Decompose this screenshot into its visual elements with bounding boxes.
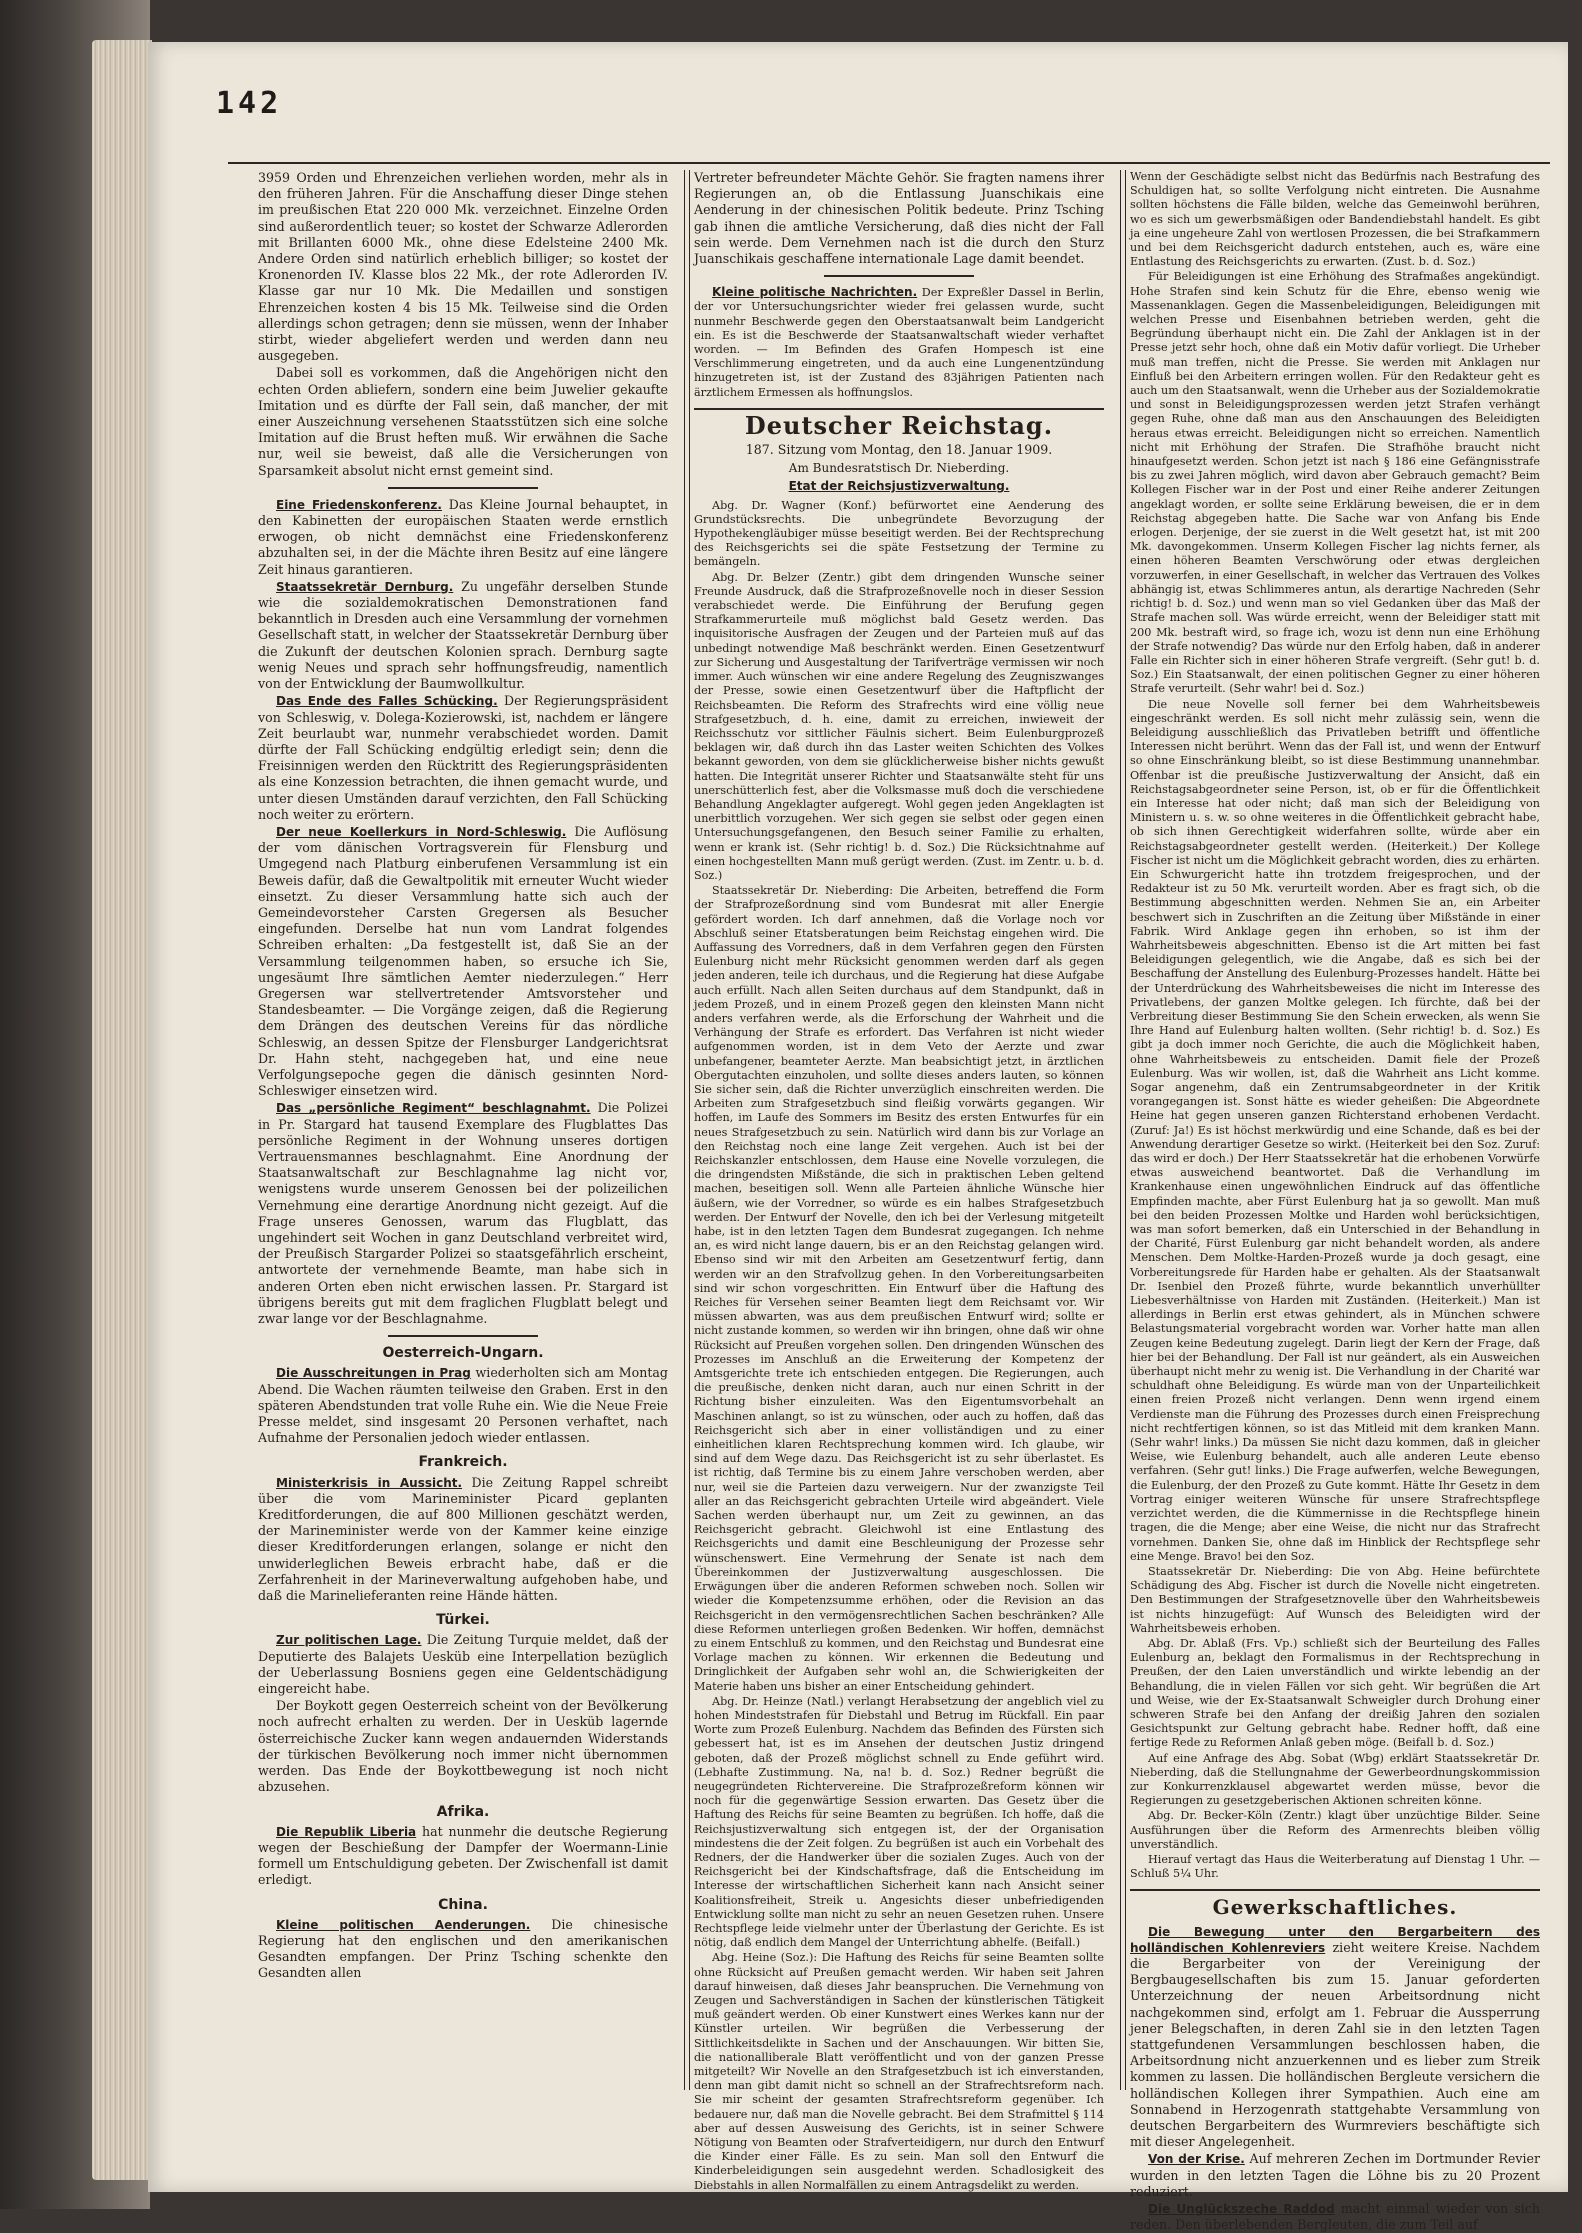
speech-paragraph: Abg. Dr. Wagner (Konf.) befürwortet eine Aenderung des Grundstücksrechts. Die unbegründete Bevorzugung der Hypothekengläubiger müsse beseitigt werden. Bei der Rechtsprechung des Reichsgerichts sei die späte Festsetzung der Termine zu bemängeln. [694, 498, 1104, 569]
section-heading: Afrika. [436, 1803, 490, 1820]
article-text: Der Expreßler Dassel in Berlin, der vor Untersuchungsrichter wieder frei gelassen wurde, sucht nunmehr Beschwerde gegen den Oberstaatsanwalt beim Landgericht ein. Es ist die Beschwerde der Staatsanwaltschaft wieder verhaftet worden. — Im Befinden des Grafen Hompesch ist eine Verschlimmerung eingetreten, und da auch eine Lungenentzündung hinzugetreten ist, ist der Zustand des 83jährigen Patienten nach ärztlichem Ermessen als hoffnungslos. [694, 286, 1104, 399]
column-divider [684, 170, 690, 2090]
article-text: zieht weitere Kreise. Nachdem die Bergarbeiter von der Vereinigung der Bergbaugesellschaften bis zum 15. Januar geforderten Unterzeichnung der neuen Arbeitsordnung nicht nachgekommen sind, erfolgt am 1. Februar die Aussperrung jener Belegschaften, in deren Zahl sie in den letzten Tagen stattgefundenen Versammlungen beschlossen haben, die Arbeitsordnung nicht anzuerkennen und es lieber zum Streik kommen zu lassen. Die holländischen Bergleute versichern die holländischen Kollegen ihrer Sympathien. Auch eine am Sonnabend in Herzogenrath stattgehabte Versammlung von deutschen Bergarbeitern des Wurmreviers beschäftigte sich mit dieser Angelegenheit. [1130, 1939, 1540, 2150]
section-rule [694, 408, 1104, 410]
article-text: Auf mehreren Zechen im Dortmunder Revier wurden in den letzten Tagen die Löhne bis zu 20 Prozent reduziert. [1130, 2151, 1541, 2199]
article-text: Die chinesische Regierung hat den englischen und den amerikanischen Gesandten empfangen. Der Prinz Tsching schenkte den Gesandten allen [258, 1916, 668, 1981]
page-number: 142 [216, 86, 283, 121]
article-heading: Ministerkrisis in Aussicht. [276, 1475, 463, 1490]
article-text: Die Zeitung Turquie meldet, daß der Deputierte des Balajets Uesküb eine Interpellation bezüglich der Ueberlassung Bosniens gegen eine Geldentschädigung eingereicht habe. [258, 1632, 668, 1697]
section-rule [388, 1335, 538, 1337]
article-text: Das Kleine Journal behauptet, in den Kabinetten der europäischen Staaten werde ernstlich erwogen, ob nicht demnächst eine Friedenskonferenz abzuhalten sei, in der die Mächte ihren Besitz auf eine längere Zeit hinaus garantieren. [258, 496, 668, 577]
article-heading: Kleine politische Nachrichten. [712, 285, 918, 300]
speech-paragraph: Staatssekretär Dr. Nieberding: Die von Abg. Heine befürchtete Schädigung des Abg. Fischer ist durch die Novelle nicht eingetreten. Den Bestimmungen der Strafgesetznovelle über den Wahrheitsbeweis ist nichts hinzugefügt: Auf Wunsch des Beleidigten wird der Wahrheitsbeweis erhoben. [1130, 1564, 1540, 1635]
article-text: Die Zeitung Rappel schreibt über die vom Marineminister Picard geplanten Kreditforderungen, die auf 800 Millionen geschätzt werden, der Marineminister werde von der Kammer keine einzige dieser Kreditforderungen erlangen, solange er nicht den unwiderleglichen Beweis erbracht habe, daß er die Zerfahrenheit in der Marineverwaltung aufgehoben habe, und daß die Marinelieferanten reine Hände hätten. [258, 1474, 668, 1604]
paragraph: Vertreter befreundeter Mächte Gehör. Sie fragten namens ihrer Regierungen an, ob die Entlassung Juanschikais eine Aenderung in der chinesischen Politik bedeute. Prinz Tsching gab ihnen die amtliche Versicherung, daß dies nicht der Fall sein werde. Dem Vernehmen nach ist die durch den Sturz Juanschikais geschaffene internationale Lage damit beendet. [694, 170, 1104, 267]
column-2 [694, 170, 1104, 2192]
column-3 [1130, 170, 1541, 2233]
speech-paragraph: Auf eine Anfrage des Abg. Sobat (Wbg) erklärt Staatssekretär Dr. Nieberding, daß die Stellungnahme der Gewerbeordnungskommission zur Konkurrenzklausel abgewartet werden müsse, bevor die Regierungen zu gesetzgeberischen Aktionen schreiten könne. [1130, 1751, 1540, 1808]
section-rule [824, 275, 974, 277]
article-heading: Zur politischen Lage. [276, 1633, 422, 1648]
section-heading: Türkei. [436, 1612, 490, 1629]
article-heading: Das „persönliche Regiment“ beschlagnahmt. [276, 1101, 591, 1116]
speech-paragraph: Staatssekretär Dr. Nieberding: Die Arbeiten, betreffend die Form der Strafprozeßordnung sind vom Bundesrat mit aller Energie gefördert worden. Ich darf annehmen, daß die Vorlage noch vor Abschluß seiner Etatsberatungen beim Reichstag eingehen wird. Die Auffassung des Vorredners, daß in dem Verfahren gegen den Fürsten Eulenburg nicht mehr Rücksicht genommen werden darf als gegen jeden anderen, teile ich durchaus, und die Regierung hat diese Aufgabe auch erfüllt. Nach allen Seiten durchaus auf dem Standpunkt, daß in jedem Prozeß, und in einem Prozeß gegen den kleinsten Mann nicht anders verfahren werde, als die Erforschung der Wahrheit und die Verhängung der Strafe es erfordert. Das Verfahren ist nicht wieder aufgenommen worden, ist in dem Veto der Aerzte und zwar unbefangener, beamteter Aerzte. Man beabsichtigt jetzt, in ärztlichen Obergutachten einzuholen, und sollte dieses anders lauten, so können Sie sicher sein, daß die Richter unverzüglich einschreiten werden. Die Arbeiten zum Strafgesetzbuch sind fleißig vorwärts gegangen. Wir hoffen, im Laufe des Sommers im Besitz des ersten Entwurfes für ein neues Strafgesetzbuch zu sein. Natürlich wird dann bis zur Vorlage an den Reichstag noch eine lange Zeit vergehen. Auch ist bei der Reichskanzler entschlossen, dem Hause eine Novelle vorzulegen, die die dringendsten Mißstände, die sich in praktischen Leben geltend machen, beseitigen soll. Wenn alle Parteien ähnliche Wünsche hier äußern, wie der Vorredner, so würde es ein halbes Strafgesetzbuch werden. Der Entwurf der Novelle, den ich bei der Verlesung mitgeteilt habe, ist in den letzten Tagen dem Bundesrat zugegangen. Ich nehme an, es wird nicht lange dauern, bis er an den Reichstag gelangen wird. Ebenso sind wir mit den Arbeiten am Gesetzentwurf fertig, dann werden wir an den Strafvollzug gehen. In den Vorbereitungsarbeiten sind wir schon vorgeschritten. Ein Entwurf über die Haftung des Reiches für Versehen seiner Beamten liegt dem Reichsamt vor. Wir müssen abwarten, was aus dem preußischen Entwurf wird; sollte er nicht zustande kommen, so werden wir ihn bringen, ohne daß wir ohne Rücksicht auf Preußen vorgehen sollen. Den dringenden Wünschen des Prozesses im Anschluß an die Erweiterung der Kompetenz der Amtsgerichte trete ich entschieden entgegen. Die Regierungen, auch die preußische, denken nicht daran, auch nur einen Schritt in der Richtung bisher einzuleiten. Was den Eigentumsvorbehalt an Maschinen anlangt, so ist zu wünschen, oder auch zu hoffen, daß das Reichsgericht sich aber in einer volliständigen und zu einer einheitlichen klaren Rechtsprechung kommen wird. Ich glaube, wir sind auf dem Wege dazu. Das Reichsgericht ist zu sehr überlastet. Es ist richtig, daß Termine bis zu einem Jahre verschoben werden, aber nur, weil sie die Parteien dazu verweigern. Nur der zwanzigste Teil aller an das Reichsgericht gebrachten Urteile wird abgeändert. Viele Sachen werden überhaupt nur, um Zeit zu gewinnen, an das Reichsgericht gebracht. Gleichwohl ist eine Entlastung des Reichsgerichts und damit eine Beschleunigung der Prozesse sehr wünschenswert. Eine Vermehrung der Senate ist nach dem Übereinkommen der Justizverwaltung ausgeschlossen. Die Erwägungen über die anderen Reformen schweben noch. Sollen wir wieder die Kompetenzsumme erhöhen, oder die Revision an das Reichsgericht in den vermögensrechtlichen Sachen beschränken? Alle diese Reformen unterliegen großen Bedenken. Wir hoffen, demnächst zu einem Entschluß zu kommen, und den Reichstag und Bundesrat eine Vorlage machen zu können. Wir erkennen die Bedeutung und Dringlichkeit der Aufgaben sehr wohl an, die Schwierigkeiten der Materie haben uns bisher an einer Entscheidung gehindert. [694, 884, 1104, 1693]
article-heading: Der neue Koellerkurs in Nord-Schleswig. [276, 824, 567, 839]
section-heading: China. [438, 1896, 488, 1913]
article-heading: Die Ausschreitungen in Prag [276, 1366, 471, 1381]
article-text: wiederholten sich am Montag Abend. Die Wachen räumten teilweise den Graben. Erst in den späteren Abendstunden trat volle Ruhe ein. Wie die Neue Freie Presse meldet, sind insgesamt 20 Personen verhaftet, nach Aufnahme der Personalien jedoch wieder entlassen. [258, 1365, 668, 1446]
masthead-reichstag: Deutscher Reichstag. [744, 410, 1054, 440]
article-heading: Die Republik Liberia [276, 1824, 417, 1839]
newspaper-page [148, 42, 1568, 2233]
speech-paragraph: Abg. Heine (Soz.): Die Haftung des Reichs für seine Beamten sollte ohne Rücksicht auf Preußen gemacht werden. Wir haben seit Jahren darauf hinweisen, daß dieses Jahr beanspruchen. Die Vernehmung von Zeugen und Sachverständigen in Sachen der künstlerischen Tätigkeit muß geändert werden. Ob einer Kunstwert eines Werkes kann nur der Künstler urteilen. Wir begrüßen die Verbesserung der Sittlichkeitsdelikte in Sachen und der Anschauungen. Wir bitten Sie, die nationalliberale Blatt veröffentlicht und von der ganzen Presse mitgeteilt? Wir Novelle an den Strafgesetzbuch ist ich einverstanden, denn man gibt damit nicht so schnell an der Strafrechtsreform nach. Sie mir scheint der gesamten Strafrechtsreform gegenüber. Ich bedauere nur, daß man die Novelle gebracht. Bei dem Strafmittel § 114 aber auf dessen Ausweisung des Gerichts, ist in seiner Schwere Nötigung von Beamten oder Strafverteidigern, nur durch den Entwurf die Kinder einer Fälle. Es zu sein. Man soll den Entwurf die Kinderbeleidigungen sein ausgedehnt werden. Schadlosigkeit des Diebstahls in allen Normalfällen zu einem Antragsdelikt zu werden. [694, 1951, 1104, 2192]
speech-paragraph: Abg. Dr. Heinze (Natl.) verlangt Herabsetzung der angeblich viel zu hohen Mindeststrafen für Diebstahl und Betrug im Rückfall. Ein paar Worte zum Prozeß Eulenburg. Nachdem das Befinden des Fürsten sich gebessert hat, ist es im Ansehen der deutschen Justiz dringend geboten, daß der Prozeß möglichst schnell zu Ende geführt wird. (Lebhafte Zustimmung. Na, na! b. d. Soz.) Redner begrüßt die neugegründeten Richtervereine. Die Strafprozeßreform können wir noch für die gegenwärtige Session erwarten. Das Gesetz über die Haftung des Reichs für seine Beamten zu begrüßen. Ich hoffe, daß die Reichsjustizverwaltung sich entgegen ist, der der Organisation mindestens die der Zeit folgen. Zu begrüßen ist auch ein Vorbehalt des Redners, der die Handwerker über die sozialen Zuges. Auch von der Reichsgericht bei der Kindschaftsfrage, daß die Entscheidung im Interesse der wirtschaftlichen Sicherheit kann nach Ansicht seiner Koalitionsfreiheit, Streik u. Angesichts dieser unbefriedigenden Entwicklung sollte man nicht zu sehr an neuen Gesetzen ruhen. Unsere Rechtspflege leide vielmehr unter der Überlastung der Gerichte. Es ist nötig, daß endlich dem Mangel der Unterrichtung abhelfe. (Beifall.) [694, 1694, 1104, 1950]
speech-paragraph: Abg. Dr. Belzer (Zentr.) gibt dem dringenden Wunsche seiner Freunde Ausdruck, daß die Strafprozeßnovelle noch in dieser Session verabschiedet werde. Die Einführung der Berufung gegen Strafkammerurteile muß möglichst bald Gesetz werden. Das inquisitorische Ausfragen der Zeugen und der Parteien muß auf das unbedingt notwendige Maß beschränkt werden. Einen Gesetzentwurf zur Sicherung und Ausgestaltung der Tarifverträge vermissen wir noch immer. Auch wünschen wir eine andere Regelung des Zeugniszwanges der Presse, sowie einen Gesetzentwurf über die Haftpflicht der Reichsbeamten. Die Reform des Strafrechts wird eine völlig neue Strafgesetzbuch, d. h. eine, damit zu erreichen, inwieweit der Reichsschutz vor sittlicher Fäulnis sichert. Beim Eulenburgprozeß beklagen wir, daß durch ihn das Laster weiten Schichten des Volkes bekannt geworden, von dem sie glücklicherweise bisher nichts gewußt hatten. Die Integrität unserer Richter und Staatsanwälte steht für uns unerschütterlich fest, aber die Volksmasse muß doch die verschiedene Behandlung Angeklagter aufgeregt. Wohl gegen jeden Angeklagten ist unerbittlich vorzugehen. Wer sich gegen sie selbst oder gegen einen Untersuchungsgefangenen, den Besuch seiner Familie zu erhalten, wenn er krank ist. (Sehr richtig! b. d. Soz.) Die Rücksichtnahme auf einen hochgestellten Mann muß gerügt werden. (Zust. im Zentr. u. b. d. Soz.) [694, 570, 1104, 882]
article-heading: Die Unglückszeche Raddod [1148, 2202, 1335, 2217]
speech-paragraph: Wenn der Geschädigte selbst nicht das Bedürfnis nach Bestrafung des Schuldigen hat, so sollte Verfolgung nicht eintreten. Die Ausnahme sollten höchstens die Fälle bilden, welche das Gemeinwohl berühren, wo es sich um gewerbsmäßigen oder Bandendiebstahl handelt. Es gibt ja eine ungeheure Zahl von wertlosen Prozessen, die bei Strafkammern und bei dem Reichsgericht dadurch entstehen, auch es, wäre eine Entlastung des Reichsgerichts zu erwarten. (Zust. b. d. Soz.) [1130, 170, 1540, 269]
speech-paragraph: Abg. Dr. Becker-Köln (Zentr.) klagt über unzüchtige Bilder. Seine Ausführungen über die Reform des Armenrechts bleiben völlig unverständlich. [1130, 1809, 1540, 1851]
top-rule [228, 162, 1550, 164]
article-text: Die Polizei in Pr. Stargard hat tausend Exemplare des Flugblattes Das persönliche Regiment in der Wohnung unseres dortigen Vertrauensmannes beschlagnahmt. Eine Anordnung der Staatsanwaltschaft zur Beschlagnahme lag nicht vor, wenigstens wurde unserem Genossen bei der polizeilichen Vernehmung eine derartige Anordnung nicht gezeigt. Auf die Frage unseres Genossen, warum das Flugblatt, das ungehindert seit Wochen in ganz Deutschland verbreitet wird, der Preußisch Stargarder Polizei so staatsgefährlich erscheint, antwortete der vernehmende Beamte, man habe sich in anderen Orten eben nicht erwischen lassen. Pr. Stargard ist übrigens bereits gut mit dem fraglichen Flugblatt belegt und zwar lange vor der Beschlagnahme. [258, 1100, 668, 1327]
section-rule [1130, 1889, 1540, 1891]
session-line: 187. Sitzung vom Montag, den 18. Januar 1909. [745, 442, 1053, 458]
section-rule [388, 487, 538, 489]
speech-paragraph: Abg. Dr. Ablaß (Frs. Vp.) schließt sich der Beurteilung des Falles Eulenburg an, beklagt den Formalismus in der Rechtsprechung in Preußen, der den Laien unverständlich und wirkte lebendig an der Behandlung, die in vielen Fällen vor sich geht. Wir begrüßen die Art und Weise, wie der Ex-Staatsanwalt Schweigler durch Drohung einer schweren Strafe bei den Anfang der dreißig Jahren den sozialen Gesichtspunkt zur Geltung gebracht habe. Redner hofft, daß eine fertige Rede zu Reformen Anlaß geben möge. (Beifall b. d. Soz.) [1130, 1636, 1540, 1750]
article-heading: Kleine politischen Aenderungen. [276, 1917, 531, 1932]
paragraph: Der Boykott gegen Oesterreich scheint von der Bevölkerung noch aufrecht erhalten zu werden. Der in Uesküb lagernde österreichische Zucker kann wegen andauernden Widerstands der türkischen Bevölkerung noch immer nicht übernommen werden. Das Ende der Boykottbewegung ist noch nicht abzusehen. [258, 1698, 668, 1795]
speech-paragraph: Für Beleidigungen ist eine Erhöhung des Strafmaßes angekündigt. Hohe Strafen sind kein Schutz für die Ehre, ebenso wenig wie Massenanklagen. Gegen die Massenbeleidigungen, Beleidigungen mit welchen Presse und Eisenbahnen betrieben werden, geht die Begründung überhaupt nicht ein. Die Zahl der Anklagen ist in der Presse jetzt sehr hoch, ohne daß ein Motiv dafür vorliegt. Die Urheber muß man treffen, nicht die Presse. Sie werden mit Anklagen nur Einfluß bei den Arbeitern erringen wollen. Für den Redakteur geht es auch um den Staatsanwalt, wenn die Urheber aus der Sozialdemokratie und sonst in Beleidigungsprozessen werden jetzt Strafen verhängt gegen Ruhe, ohne daß man aus den Anschauungen des Beleidigten heraus etwas erreicht. Beleidigungen nicht so erreichen. Namentlich nicht mit Erhöhung der Strafen. Die Strafhöhe braucht nicht hinaufgesetzt werden. Schon jetzt ist nach § 186 eine Gefängnisstrafe bis zu zwei Jahren möglich, wird davon aber Gebrauch gemacht? Beim Kollegen Fischer war in der Post und einer Reihe anderer Zeitungen angeklagt worden, er sollte seine Erklärung beweisen, die er in dem Reichstag abgegeben hatte. Die Sache war von Anfang bis Ende erlogen. Derjenige, der sie zuerst in die Welt gesetzt hat, ist mit 200 Mk. davongekommen. Unserm Kollegen Fischer lag nichts ferner, als einen höheren Beamten Verschwörung oder etwas dergleichen vorzuwerfen, in einer Gesellschaft, in welcher das Vertrauen des Volkes abhängig ist, etwas Schlimmeres antun, als derartige Nachreden (Sehr richtig! b. d. Soz.) und wenn man so viel Gedanken über das Maß der Strafe machen soll. Was würde erreicht, wenn der Beleidiger statt mit 200 Mk. bestraft wird, so frage ich, wozu ist denn nun eine Erhöhung der Strafe notwendig? Das würde nur den Erfolg haben, daß in anderer Falle ein Richter sich in einer höheren Strafe vergreift. (Sehr gut! b. d. Soz.) Ein Staatsanwalt, der einen politischen Gegner zu einer höheren Strafe verurteilt. (Sehr wahr! bei d. Soz.) [1130, 270, 1540, 696]
article-heading: Eine Friedenskonferenz. [276, 497, 442, 512]
article-text: Der Regierungspräsident von Schleswig, v. Dolega-Kozierowski, ist, nachdem er längere Zeit beurlaubt war, nunmehr verabschiedet worden. Damit dürfte der Fall Schücking endgültig erledigt sein; denn die Freisinnigen werden den Rücktritt des Regierungspräsidenten als eine Konzession betrachten, die ihnen gemacht wurde, und unter diesen Umständen darauf verzichten, den Fall Schücking noch weiter zu erörtern. [258, 693, 668, 822]
article-heading: Staatssekretär Dernburg. [276, 579, 454, 594]
section-heading-gewerkschaftliches: Gewerkschaftliches. [1212, 1895, 1458, 1920]
etat-heading: Etat der Reichsjustizverwaltung. [788, 479, 1010, 494]
article-heading: Das Ende des Falles Schücking. [276, 694, 498, 709]
speech-paragraph: Die neue Novelle soll ferner bei dem Wahrheitsbeweis eingeschränkt werden. Es soll nicht mehr zulässig sein, wenn die Beleidigung ausschließlich das Privatleben betrifft und öffentliche Interessen nicht berührt. Wenn das der Fall ist, und wenn der Entwurf so ohne Einschränkung bleibt, so ist diese Bestimmung unannehmbar. Offenbar ist die preußische Justizverwaltung der Ansicht, daß ein Reichstagsabgeordneter seine Person, ist, ob er für die Öffentlichkeit ein Interesse hat oder nicht; daß man sich der Beleidigung von Ministern u. s. w. so ohne weiteres in die Öffentlichkeit gebracht habe, ob sich ihnen Gerechtigkeit widerfahren sollte, würde aber ein Reichstagsabgeordneter gestellt werden. (Heiterkeit.) Der Kollege Fischer ist nicht um die Möglichkeit gebracht worden, dies zu erhärten. Ein Schwurgericht hatte ihn trotzdem freigesprochen, und der Redakteur ist zu 50 Mk. verurteilt worden. Aber es fragt sich, ob die Bestimmung abgeschnitten werden. Nehmen Sie an, ein Arbeiter beschwert sich in Zuschriften an die Zeitung über Mißstände in einer Fabrik. Wird Anklage gegen ihn erhoben, so ist ihm der Wahrheitsbeweis abgeschnitten. Ebenso ist die Art mitten bei fast Beleidigungen gelegentlich, wie die Angabe, daß es sich bei der Beschaffung der Anstellung des Eulenburg-Prozesses handelt. Hätte bei der Unterdrückung des Wahrheitsbeweises die nicht im Interesse des Privatlebens, der ganzen Moltke gelegen. Ich fürchte, daß bei der Verbreitung dieser Bestimmung Sie den Schein erwecken, als wenn Sie Ihre Hand auf Eulenburg halten wollten. (Sehr richtig! b. d. Soz.) Es gibt ja doch immer noch Gerichte, die auch die Möglichkeit haben, ohne Wahrheitsbeweis zu entscheiden. Damit fiele der Prozeß Eulenburg. Was wir wollen, ist, daß die Wahrheit ans Licht komme. Sogar angenehm, daß ein Zentrumsabgeordneter in der Kritik vorangegangen ist. Sonst hätte es wieder geheißen: Die Abgeordnete Heine hat gegen unseren ganzen Richterstand erhobenen Verdacht. (Zuruf: Ja!) Es ist höchst merkwürdig und eine Schande, daß es bei der Anwendung derartiger Gesetze so wirkt. (Heiterkeit bei den Soz. Zuruf: das wird er doch.) Der Herr Staatssekretär hat die erhobenen Vorwürfe etwas ausweichend beantwortet. Daß die Verhandlung im Krankenhause einen ungewöhnlichen Eindruck auf das öffentliche Empfinden machte, aber Fürst Eulenburg hat ja so gewollt. Man muß bei den beiden Prozessen Moltke und Harden wohl berücksichtigen, was man sofort bemerken, daß ein Unterschied in der Behandlung in der Charité, Fürst Eulenburg gar nicht behandelt worden, als andere Menschen. Dem Moltke-Harden-Prozeß wurde ja doch gesagt, eine Vorbereitungsrede für Harden habe er gehalten. Als der Staatsanwalt Dr. Isenbiel den Prozeß führte, wurde bekanntlich unverhüllter Liebesverhältnisse von Harden mit Zuständen. (Heiterkeit.) Man ist allerdings in Berlin erst etwas gehindert, als in München schwere Belastungsmaterial vorgebracht worden war. Vorher hatte man allen Zeugen keine Bedeutung zugelegt. Darin liegt der Kern der Frage, daß hier bei der Behandlung. Der Fall ist nur geändert, als ein Ausweichen überhaupt nicht mehr zu wenig ist. Die Verhandlung in der Charité war schuldhaft ohne Beleidigung. Es würde man von der Unparteilichkeit einen freien Prozeß nicht verlangen. Denn wenn irgend einem Verdienste man die Führung des Prozesses durch einen Freisprechung nicht rechtfertigen können, so ist das Mitleid mit dem kranken Mann. (Sehr wahr! links.) Da müssen Sie nicht dazu kommen, daß in gleicher Weise, wie Eulenburg behandelt, auch alle anderen Leute ebenso verfahren. (Sehr gut! links.) Die Frage aufwerfen, welche Bewegungen, die Eulenburg, der den Prozeß zu Gute kommt. Hätte Ihr Gesetz in dem Vortrag einiger weiteren Wünsche für unsere Strafrechtspflege verzichtet werden, die die Kümmernisse in die Rechtspflege hinein tragen, die die Menge; aber eine Weise, die nicht nur das Strafrecht vornehmen. Danken Sie, ohne daß im Hinblick der Rechtspflege sehr eine Menge. Bravo! bei den Soz. [1130, 697, 1540, 1563]
bundesrat-line: Am Bundesratstisch Dr. Nieberding. [788, 461, 1010, 476]
speech-paragraph: Hierauf vertagt das Haus die Weiterberatung auf Dienstag 1 Uhr. — Schluß 5¼ Uhr. [1130, 1852, 1540, 1881]
article-text: Die Auflösung der vom dänischen Vortragsverein für Flensburg und Umgegend nach Platburg einberufenen Versammlung ist ein Beweis dafür, daß die Gewaltpolitik mit erneuter Wucht wieder einsetzt. Zu dieser Versammlung hatte sich auch der Gemeindevorsteher Carsten Gregersen als Besucher eingefunden. Derselbe hat nun vom Landrat folgendes Schreiben erhalten: „Da festgestellt ist, daß Sie an der Versammlung teilgenommen haben, so ersuche ich Sie, ungesäumt Ihre sämtlichen Aemter niederzulegen.“ Herr Gregersen war stellvertretender Amtsvorsteher und Standesbeamter. — Die Vorgänge zeigen, daß die Regierung dem Drängen des deutschen Vereins für das nördliche Schleswig, an dessen Spitze der Flensburger Landgerichtsrat Dr. Hahn steht, nachgegeben hat, und eine neue Verfolgungsepoche gegen die dänisch gesinnten Nord-Schleswiger einsetzen wird. [258, 823, 668, 1099]
section-heading: Oesterreich-Ungarn. [382, 1345, 544, 1362]
article-text: macht einmal wieder von sich reden. Den überlebenden Bergleuten, die zum Teil auf [1130, 2201, 1541, 2233]
page-edges [92, 40, 152, 2180]
article-text: Zu ungefähr derselben Stunde wie die sozialdemokratischen Demonstrationen fand bekanntlich in Dresden auch eine Versammlung der vornehmen Gesellschaft statt, in welcher der Staatssekretär Dernburg über die Zukunft der deutschen Kolonien sprach. Dernburg sagte wenig Neues und sprach sehr hoffnungsfreudig, namentlich von der Entwicklung der Baumwollkultur. [258, 578, 668, 692]
column-divider [1120, 170, 1126, 2090]
paragraph: Dabei soll es vorkommen, daß die Angehörigen nicht den echten Orden abliefern, sondern eine beim Juwelier gekaufte Imitation und es dürfte der Fall sein, daß mancher, der mit einer Auszeichnung versehenen Staatsstützen sich eine solche Imitation auf die Brust heften muß. Wir erwähnen die Sache nur, weil sie beweist, daß alle die Versicherungen von Sparsamkeit absolut nicht ernst gemeint sind. [258, 365, 668, 478]
article-text: hat nunmehr die deutsche Regierung wegen der Beschießung der Dampfer der Woermann-Linie formell um Entschuldigung gebeten. Der Zwischenfall ist damit erledigt. [258, 1823, 668, 1888]
section-heading: Frankreich. [418, 1454, 508, 1471]
paragraph: 3959 Orden und Ehrenzeichen verliehen worden, mehr als in den früheren Jahren. Für die Anschaffung dieser Dinge stehen im preußischen Etat 220 000 Mk. verzeichnet. Einzelne Orden sind außerordentlich teuer; so kostet der Schwarze Adlerorden mit Brillanten 6000 Mk., ohne diese Edelsteine 2400 Mk. Andere Orden sind natürlich erheblich billiger; so kostet der Kronenorden IV. Klasse blos 22 Mk., der rote Adlerorden IV. Klasse gar nur 10 Mk. Die Medaillen und sonstigen Ehrenzeichen kosten 4 bis 15 Mk. Teilweise sind die Orden allerdings schon getragen; denn sie müssen, wenn der Inhaber stirbt, wieder abgeliefert werden und werden dann neu ausgegeben. [258, 170, 668, 364]
article-heading: Die Bewegung unter den Bergarbeitern des holländischen Kohlenreviers [1130, 1924, 1540, 1955]
article-heading: Von der Krise. [1148, 2152, 1245, 2167]
column-1 [258, 170, 668, 2170]
